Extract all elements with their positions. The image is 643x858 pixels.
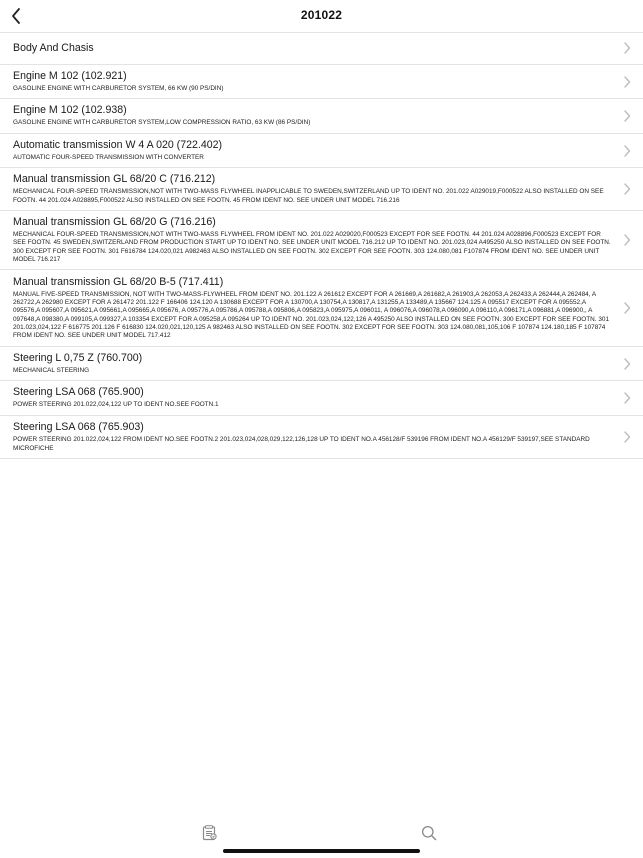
list-item-subtitle: GASOLINE ENGINE WITH CARBURETOR SYSTEM, 66 KW (90 PS/DIN) [13, 84, 224, 92]
list-item-subtitle: AUTOMATIC FOUR-SPEED TRANSMISSION WITH CONVERTER [13, 153, 204, 161]
list-item[interactable] [0, 416, 643, 459]
list-item-subtitle: MECHANICAL FOUR-SPEED TRANSMISSION,NOT WITH TWO-MASS FLYWHEEL FROM IDENT NO. 201.022 A029020,F000523 EXCEPT FOR SEE FOOTN. 44 201.024 A028896,F000523 EXCEPT FOR SEE FOOTN. 45 SWEDEN,SWITZERLAND FROM PRODUCTION START UP TO IDENT NO. SEE UNDER UNIT MODEL 716.212 UP TO IDENT NO. 201.023,024 A495250 ALSO INSTALLED ON SEE FOOTN. 300 EXCEPT FOR SEE FOOTN. 301 F616784 124.020,021 A982463 ALSO INSTALLED ON SEE FOOTN. 302 EXCEPT FOR SEE FOOTN. 303 124.080,081 F107874 FROM IDENT NO. SEE UNDER UNIT MODEL 716.217 [13, 231, 611, 263]
chevron-right-icon [623, 302, 631, 314]
list-item-subtitle: MECHANICAL STEERING [13, 366, 90, 374]
list-item-title: Engine M 102 (102.938) [13, 104, 127, 117]
chevron-right-icon [623, 110, 631, 122]
chevron-right-icon [623, 76, 631, 88]
list-item-title: Engine M 102 (102.921) [13, 69, 127, 82]
chevron-right-icon [623, 183, 631, 195]
chevron-right-icon [623, 145, 631, 157]
list-item-subtitle: MANUAL FIVE-SPEED TRANSMISSION, NOT WITH TWO-MASS-FLYWHEEL FROM IDENT NO. 201.122 A 261612 EXCEPT FOR A 261669,A 261682,A 261903,A 262053,A 262433,A 262444,A 262484, A 262722,A 262980 EXCEPT FOR A 261472 201.122 F 166406 124.120 A 130688 EXCEPT FOR A 130700,A 130754,A 130817,A 131255,A 133489,A 135667 124.125 A 095517 EXCEPT FOR A 095552,A 095576,A 095607,A 095621,A 095661,A 095665,A 095676, A 095776,A 095786,A 095788,A 095806,A 095823,A 095975,A 096011, A 096076,A 096078,A 096090,A 096110,A 096171,A 096881,A 096900,, A 097648,A 098380,A 099105,A 099327,A 103354 EXCEPT FOR A 095258,A 095264 UP TO IDENT NO. 201.023,024,122,126 A 495250 ALSO INSTALLED ON SEE FOOTN. 300 EXCEPT FOR SEE FOOTN. 301 201.023,024,122 F 616775 201.126 F 616830 124.020,021,120,125 A 982463 ALSO INSTALLED ON SEE FOOTN. 302 EXCEPT FOR SEE FOOTN. 303 124.080,081,105,106 F 107874 124.180,185 F 107874 FROM IDENT NO. SEE UNDER UNIT MODEL 717.412 [13, 291, 609, 339]
chevron-right-icon [623, 392, 631, 404]
chevron-right-icon [623, 431, 631, 443]
list-item[interactable] [0, 270, 643, 347]
list-item-subtitle: POWER STEERING 201.022,024,122 UP TO IDENT NO.SEE FOOTN.1 [13, 401, 219, 409]
list-item-title: Manual transmission GL 68/20 C (716.212) [13, 173, 216, 186]
chevron-right-icon [623, 358, 631, 370]
home-indicator [223, 849, 420, 853]
list-item-title: Steering L 0,75 Z (760.700) [13, 351, 143, 364]
chevron-right-icon [623, 234, 631, 246]
list-item-title: Body And Chasis [13, 41, 94, 54]
chevron-right-icon [623, 42, 631, 54]
list-item-title: Steering LSA 068 (765.900) [13, 386, 144, 399]
list-item[interactable] [0, 32, 643, 65]
list-item-title: Automatic transmission W 4 A 020 (722.402) [13, 138, 223, 151]
list-item[interactable] [0, 134, 643, 168]
list-item[interactable] [0, 211, 643, 270]
list-item-title: Steering LSA 068 (765.903) [13, 421, 144, 434]
list-item[interactable] [0, 347, 643, 381]
unit-list [0, 32, 643, 459]
list-item-title: Manual transmission GL 68/20 G (716.216) [13, 216, 216, 229]
list-item-title: Manual transmission GL 68/20 B-5 (717.411) [13, 276, 224, 289]
page-title: 201022 [300, 8, 343, 22]
list-item[interactable] [0, 381, 643, 416]
list-item[interactable] [0, 99, 643, 134]
catalog-icon[interactable] [202, 825, 218, 841]
navigation-bar [0, 0, 643, 33]
list-item-subtitle: MECHANICAL FOUR-SPEED TRANSMISSION,NOT WITH TWO-MASS FLYWHEEL INAPPLICABLE TO SWEDEN,SWITZERLAND UP TO IDENT NO. 201.022 A029019,F000522 ALSO INSTALLED ON SEE FOOTN. 44 201.024 A028895,F000522 ALSO INSTALLED ON SEE FOOTN. 45 FROM IDENT NO. SEE UNDER UNIT MODEL 716.216 [13, 188, 604, 204]
list-item[interactable] [0, 65, 643, 99]
list-item-subtitle: POWER STEERING 201.022,024,122 FROM IDENT NO.SEE FOOTN.2 201.023,024,028,029,122,126,128 UP TO IDENT NO.A 456128/F 539196 FROM IDENT NO.A 456129/F 539197,SEE STANDARD MICROFICHE [13, 436, 590, 452]
list-item-subtitle: GASOLINE ENGINE WITH CARBURETOR SYSTEM,LOW COMPRESSION RATIO, 63 KW (86 PS/DIN) [13, 119, 311, 127]
list-item[interactable] [0, 168, 643, 211]
search-icon[interactable] [421, 825, 437, 841]
